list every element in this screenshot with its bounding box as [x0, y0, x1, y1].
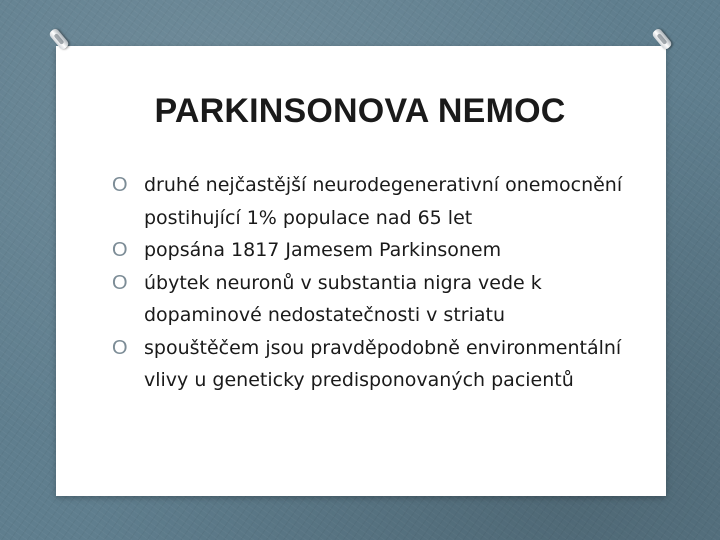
circle-bullet-icon: O [112, 271, 128, 294]
bullet-text: úbytek neuronů v substantia nigra vede k dopaminové nedostatečnosti v striatu [144, 271, 542, 326]
bullet-item [112, 332, 657, 397]
bullet-text: popsána 1817 Jamesem Parkinsonem [144, 239, 502, 261]
circle-bullet-icon: O [112, 174, 128, 196]
bullet-item [112, 234, 657, 267]
bullet-text: druhé nejčastější neurodegenerativní onemocnění postihující 1% populace nad 65 let [144, 174, 623, 229]
bullet-item [112, 169, 657, 234]
circle-bullet-icon: O [112, 336, 128, 359]
bullet-list [112, 169, 657, 397]
slide-title: PARKINSONOVA NEMOC [154, 92, 566, 130]
bullet-item [112, 267, 657, 332]
bullet-text: spouštěčem jsou pravděpodobně environmentální vlivy u geneticky predisponovaných pacientů [144, 336, 622, 391]
circle-bullet-icon: O [112, 239, 128, 261]
